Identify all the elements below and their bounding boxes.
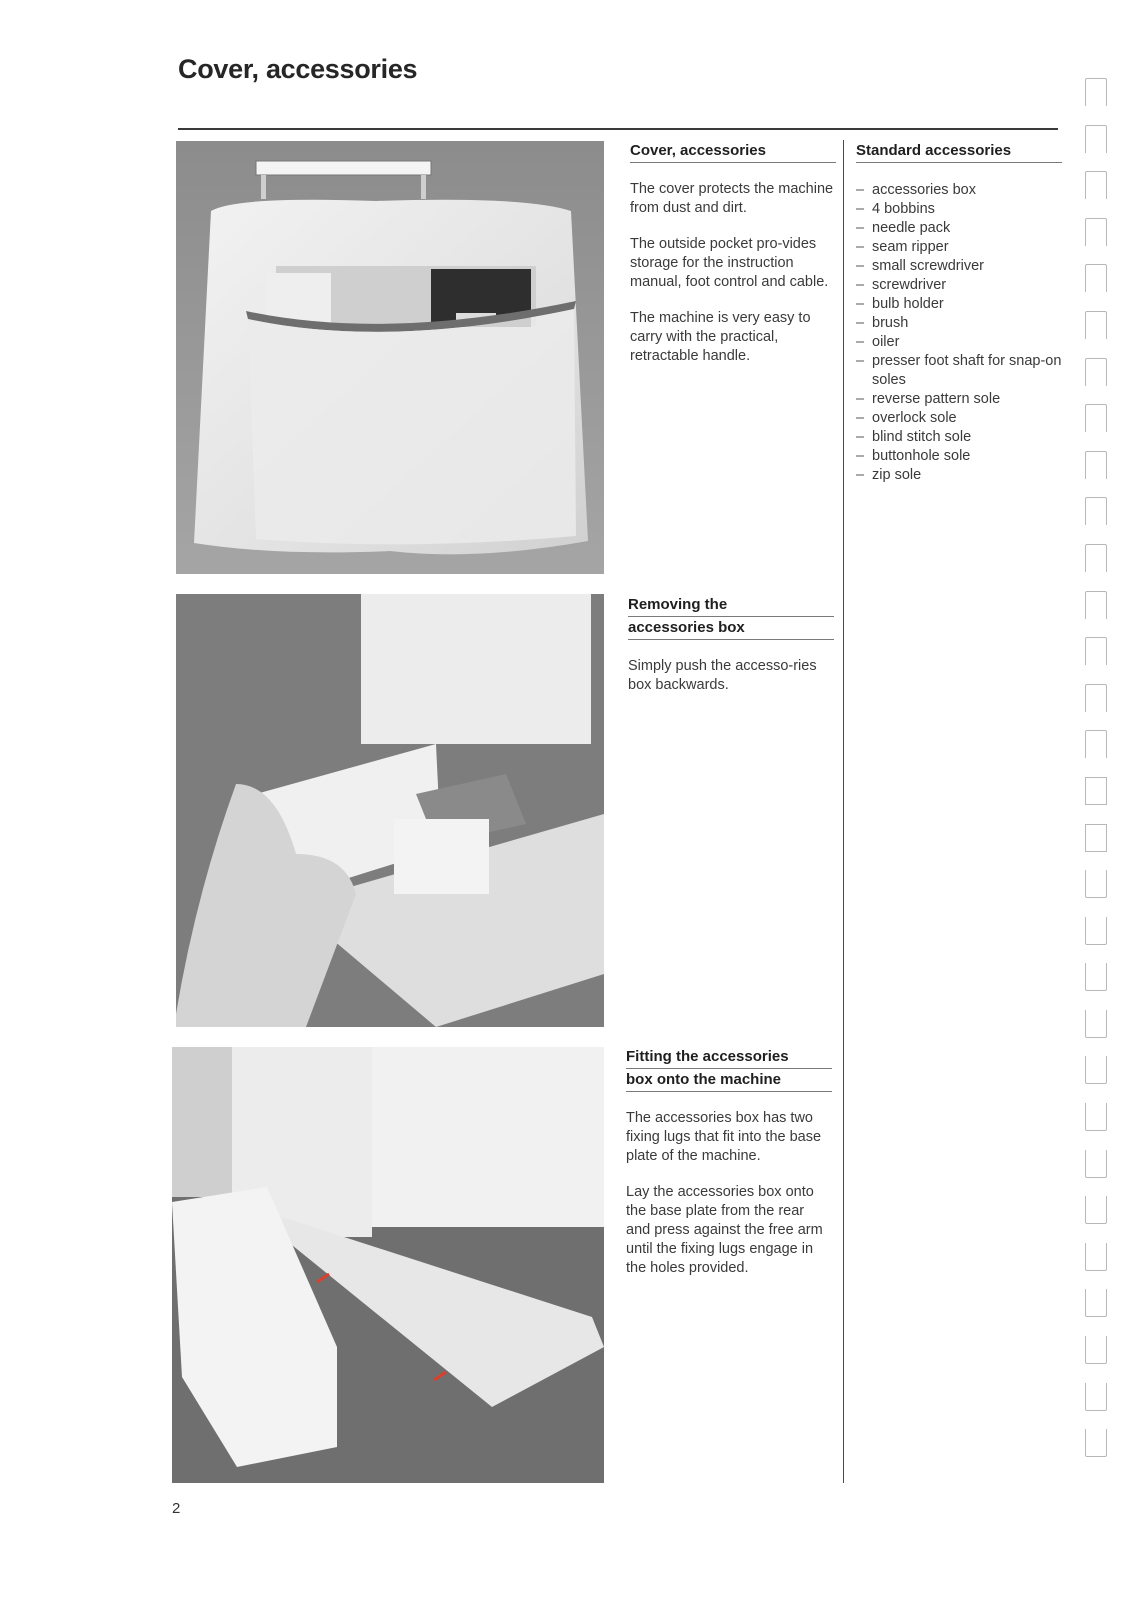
paragraph: The cover protects the machine from dust and dirt. bbox=[630, 181, 834, 216]
binding-holes bbox=[1085, 78, 1115, 1476]
paragraph: The accessories box has two fixing lugs that fit into the base plate of the machine. bbox=[626, 1110, 822, 1164]
list-item: – 4 bobbins bbox=[856, 200, 1062, 219]
binding-hole-icon bbox=[1085, 684, 1107, 712]
binding-hole-icon bbox=[1085, 404, 1107, 432]
binding-hole-icon bbox=[1085, 125, 1107, 153]
section-standard-accessories bbox=[856, 140, 1062, 485]
binding-hole-icon bbox=[1085, 544, 1107, 572]
page-number: 2 bbox=[172, 1500, 181, 1517]
section-fitting-box bbox=[626, 1046, 832, 1278]
binding-hole-icon bbox=[1085, 264, 1107, 292]
binding-hole-icon bbox=[1085, 358, 1107, 386]
list-item: – reverse pattern sole bbox=[856, 390, 1062, 409]
binding-hole-icon bbox=[1085, 1196, 1107, 1224]
accessories-list bbox=[856, 181, 1062, 485]
page-title: Cover, accessories bbox=[178, 54, 418, 84]
list-item: – needle pack bbox=[856, 219, 1062, 238]
list-item: – small screwdriver bbox=[856, 257, 1062, 276]
binding-hole-icon bbox=[1085, 451, 1107, 479]
binding-hole-icon bbox=[1085, 1383, 1107, 1411]
list-item: – bulb holder bbox=[856, 295, 1062, 314]
section-cover-accessories bbox=[630, 140, 836, 366]
binding-hole-icon bbox=[1085, 1289, 1107, 1317]
paragraph: The machine is very easy to carry with the practical, retractable handle. bbox=[630, 310, 811, 364]
paragraph: Simply push the accesso-ries box backwards. bbox=[628, 658, 817, 693]
binding-hole-icon bbox=[1085, 218, 1107, 246]
binding-hole-icon bbox=[1085, 1429, 1107, 1457]
binding-hole-icon bbox=[1085, 1103, 1107, 1131]
list-item: – zip sole bbox=[856, 466, 1062, 485]
binding-hole-icon bbox=[1085, 1243, 1107, 1271]
column-divider bbox=[843, 140, 844, 1483]
binding-hole-icon bbox=[1085, 1336, 1107, 1364]
cover-photo bbox=[176, 141, 604, 574]
binding-hole-icon bbox=[1085, 591, 1107, 619]
binding-hole-icon bbox=[1085, 870, 1107, 898]
title-rule bbox=[178, 128, 1058, 130]
list-item: – seam ripper bbox=[856, 238, 1062, 257]
binding-hole-icon bbox=[1085, 311, 1107, 339]
list-item: – presser foot shaft for snap-on soles bbox=[856, 352, 1062, 390]
binding-hole-icon bbox=[1085, 497, 1107, 525]
list-item: – brush bbox=[856, 314, 1062, 333]
list-item: – accessories box bbox=[856, 181, 1062, 200]
binding-hole-icon bbox=[1085, 1056, 1107, 1084]
fit-box-photo bbox=[172, 1047, 604, 1483]
binding-hole-icon bbox=[1085, 78, 1107, 106]
binding-hole-icon bbox=[1085, 637, 1107, 665]
binding-hole-icon bbox=[1085, 730, 1107, 758]
list-item: – buttonhole sole bbox=[856, 447, 1062, 466]
list-item: – overlock sole bbox=[856, 409, 1062, 428]
binding-hole-icon bbox=[1085, 824, 1107, 852]
binding-hole-icon bbox=[1085, 963, 1107, 991]
list-item: – oiler bbox=[856, 333, 1062, 352]
binding-hole-icon bbox=[1085, 1010, 1107, 1038]
binding-hole-icon bbox=[1085, 171, 1107, 199]
list-item: – screwdriver bbox=[856, 276, 1062, 295]
paragraph: Lay the accessories box onto the base plate from the rear and press against the free arm until the fixing lugs engage in the holes provided. bbox=[626, 1184, 823, 1276]
remove-box-photo bbox=[176, 594, 604, 1027]
section-heading: Standard accessories bbox=[856, 140, 1062, 163]
section-heading: Fitting the accessories box onto the machine bbox=[626, 1046, 832, 1092]
section-heading: Cover, accessories bbox=[630, 140, 836, 163]
binding-hole-icon bbox=[1085, 777, 1107, 805]
list-item: – blind stitch sole bbox=[856, 428, 1062, 447]
binding-hole-icon bbox=[1085, 917, 1107, 945]
paragraph: The outside pocket pro-vides storage for the instruction manual, foot control and cable. bbox=[630, 236, 829, 290]
binding-hole-icon bbox=[1085, 1150, 1107, 1178]
section-heading: Removing the accessories box bbox=[628, 594, 834, 640]
section-removing-box bbox=[628, 594, 834, 695]
